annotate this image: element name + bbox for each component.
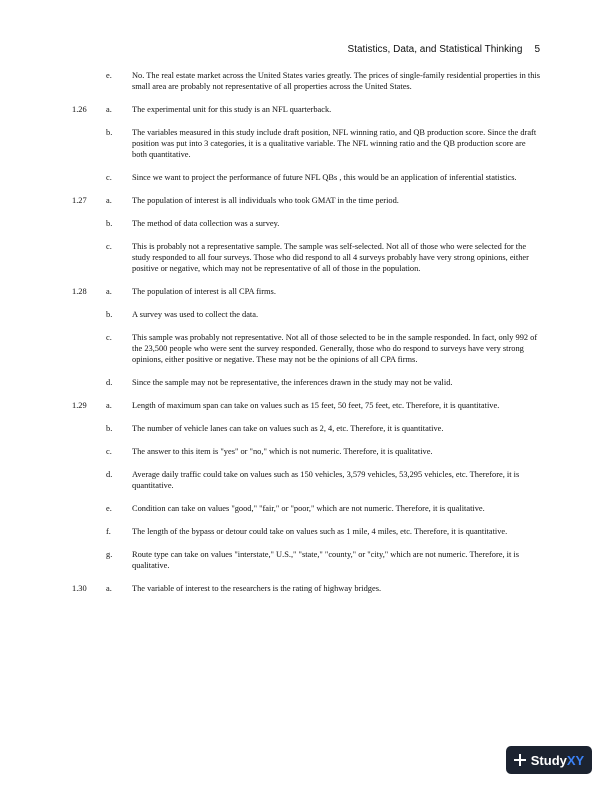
problem-number: 1.30 bbox=[72, 584, 87, 593]
answer-item bbox=[72, 309, 542, 320]
answer-item bbox=[72, 286, 542, 297]
problem-number: 1.28 bbox=[72, 287, 87, 296]
answer-text: The population of interest is all individuals who took GMAT in the time period. bbox=[132, 196, 399, 205]
answer-item bbox=[72, 104, 542, 115]
running-title: Statistics, Data, and Statistical Thinking bbox=[347, 44, 523, 55]
part-letter: a. bbox=[106, 287, 112, 296]
answer-text: The method of data collection was a survey. bbox=[132, 219, 280, 228]
part-letter: c. bbox=[106, 173, 112, 182]
answer-item bbox=[72, 332, 542, 365]
part-letter: d. bbox=[106, 378, 113, 387]
part-letter: g. bbox=[106, 550, 113, 559]
brand-name-main: Study bbox=[530, 752, 567, 768]
answer-text: No. The real estate market across the United States varies greatly. The prices of single-family residential properties in this small area are probably not representative of all properties across the United States. bbox=[132, 71, 540, 91]
answer-item bbox=[72, 377, 542, 388]
answer-item bbox=[72, 127, 542, 160]
brand-name-accent: XY bbox=[566, 752, 585, 768]
answer-item bbox=[72, 172, 542, 183]
answer-text: This is probably not a representative sample. The sample was self-selected. Not all of those who were selected for the study responded to all four surveys. Those who did respond to all 4 surveys probably have very strong opinions, either positive or negative, which may not be representative of all of those in the population. bbox=[132, 242, 529, 273]
answer-text: The number of vehicle lanes can take on values such as 2, 4, etc. Therefore, it is quantitative. bbox=[132, 424, 444, 433]
part-letter: b. bbox=[106, 310, 113, 319]
part-letter: a. bbox=[106, 196, 112, 205]
answer-item bbox=[72, 503, 542, 514]
problem-number bbox=[72, 423, 106, 434]
problem-number bbox=[72, 377, 106, 388]
part-letter: b. bbox=[106, 424, 113, 433]
answer-text: The variable of interest to the researchers is the rating of highway bridges. bbox=[132, 584, 382, 593]
problem-number bbox=[72, 70, 106, 92]
brand-name bbox=[531, 753, 584, 768]
page-header bbox=[348, 44, 540, 55]
problem-number: 1.29 bbox=[72, 401, 87, 410]
problem-number bbox=[72, 549, 106, 571]
part-letter: a. bbox=[106, 401, 112, 410]
part-letter: f. bbox=[106, 527, 111, 536]
part-letter: e. bbox=[106, 71, 112, 80]
answer-text: Length of maximum span can take on values such as 15 feet, 50 feet, 75 feet, etc. Therefore, it is quantitative. bbox=[132, 401, 500, 410]
answer-item bbox=[72, 195, 542, 206]
answer-text: The answer to this item is "yes" or "no," which is not numeric. Therefore, it is qualitative. bbox=[132, 447, 433, 456]
problem-number: 1.26 bbox=[72, 105, 87, 114]
answer-item bbox=[72, 241, 542, 274]
problem-number bbox=[72, 309, 106, 320]
answer-text: The population of interest is all CPA firms. bbox=[132, 287, 276, 296]
part-letter: a. bbox=[106, 584, 112, 593]
problem-number bbox=[72, 127, 106, 160]
answer-list bbox=[72, 70, 542, 606]
problem-number bbox=[72, 241, 106, 274]
answer-text: The length of the bypass or detour could take on values such as 1 mile, 4 miles, etc. Therefore, it is quantitative. bbox=[132, 527, 508, 536]
answer-item bbox=[72, 583, 542, 594]
studyxy-badge[interactable] bbox=[506, 746, 592, 774]
answer-item bbox=[72, 218, 542, 229]
answer-text: Condition can take on values "good," "fair," or "poor," which are not numeric. Therefore, it is qualitative. bbox=[132, 504, 485, 513]
part-letter: d. bbox=[106, 470, 113, 479]
answer-item bbox=[72, 469, 542, 491]
problem-number bbox=[72, 446, 106, 457]
problem-number bbox=[72, 218, 106, 229]
answer-item bbox=[72, 400, 542, 411]
part-letter: c. bbox=[106, 333, 112, 342]
answer-text: A survey was used to collect the data. bbox=[132, 310, 259, 319]
part-letter: e. bbox=[106, 504, 112, 513]
answer-text: The experimental unit for this study is an NFL quarterback. bbox=[132, 105, 332, 114]
problem-number bbox=[72, 332, 106, 365]
part-letter: b. bbox=[106, 128, 113, 137]
problem-number bbox=[72, 503, 106, 514]
part-letter: c. bbox=[106, 242, 112, 251]
problem-number bbox=[72, 469, 106, 491]
part-letter: c. bbox=[106, 447, 112, 456]
part-letter: a. bbox=[106, 105, 112, 114]
part-letter: b. bbox=[106, 219, 113, 228]
answer-text: This sample was probably not representative. Not all of those selected to be in the sample responded. In fact, only 992 of the 23,500 people who were sent the survey responded. Generally, those who do respond to surveys have very strong opinions, either positive or negative. These may not be the opinions of all CPA firms. bbox=[132, 333, 538, 364]
answer-item bbox=[72, 446, 542, 457]
answer-text: Since the sample may not be representative, the inferences drawn in the study may not be valid. bbox=[132, 378, 453, 387]
answer-text: Since we want to project the performance of future NFL QBs , this would be an application of inferential statistics. bbox=[132, 173, 517, 182]
page-number: 5 bbox=[534, 44, 540, 55]
problem-number bbox=[72, 172, 106, 183]
answer-item bbox=[72, 70, 542, 92]
problem-number bbox=[72, 526, 106, 537]
answer-item bbox=[72, 549, 542, 571]
answer-text: The variables measured in this study include draft position, NFL winning ratio, and QB production score. Since the draft position was put into 3 categories, it is a qualitative variable. The NFL winning ratio and the QB production score are both quantitative. bbox=[132, 128, 537, 159]
answer-item bbox=[72, 526, 542, 537]
problem-number: 1.27 bbox=[72, 196, 87, 205]
answer-text: Route type can take on values "interstate," U.S.," "state," "county," or "city," which are not numeric. Therefore, it is qualitative. bbox=[132, 550, 519, 570]
answer-text: Average daily traffic could take on values such as 150 vehicles, 3,579 vehicles, 53,295 vehicles, etc. Therefore, it is quantitative. bbox=[132, 470, 520, 490]
plus-icon bbox=[514, 754, 526, 766]
answer-item bbox=[72, 423, 542, 434]
